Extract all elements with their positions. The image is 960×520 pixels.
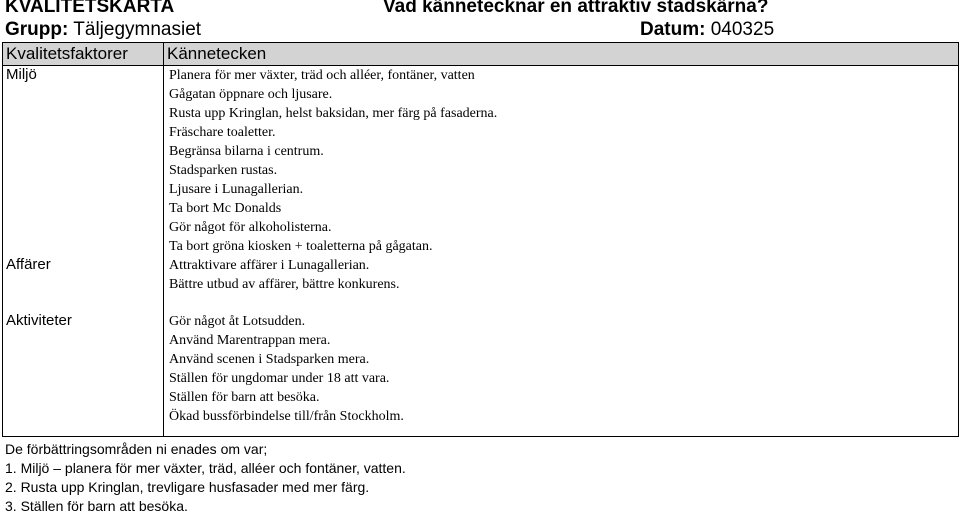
characteristics-cell [164,66,959,437]
list-item: Planera för mer växter, träd och alléer, fontäner, vatten [169,68,475,83]
list-item: Stadsparken rustas. [169,163,278,178]
list-item: Gör något åt Lotsudden. [169,314,306,329]
summary-point: 3. Ställen för barn att besöka. [5,498,188,514]
list-item: Bättre utbud av affärer, bättre konkurens. [169,277,400,292]
section-items [169,312,958,436]
date-value: 040325 [710,19,775,40]
factor-label: Affärer [6,256,51,273]
table-row [3,66,959,437]
list-item: Attraktivare affärer i Lunagallerian. [169,258,370,273]
quality-table [2,42,959,437]
section-items [169,66,958,256]
document-question: Vad kännetecknar en attraktiv stadskärna? [383,0,769,17]
list-item: Ökad bussförbindelse till/från Stockholm. [169,409,404,424]
group-line [5,19,201,41]
list-item: Ställen för barn att besöka. [169,390,320,405]
column-header-characteristics: Kännetecken [164,43,959,66]
document-title: KVALITETSKARTA [5,0,175,17]
table-header-row [3,43,959,66]
group-value: Täljegymnasiet [73,19,202,40]
date-label: Datum: [640,19,706,40]
list-item: Begränsa bilarna i centrum. [169,144,324,159]
date-line [640,19,774,41]
factor-cell [3,66,164,437]
list-item: Gör något för alkoholisterna. [169,220,332,235]
list-item: Ställen för ungdomar under 18 att vara. [169,371,390,386]
list-item: Rusta upp Kringlan, helst baksidan, mer färg på fasaderna. [169,106,498,121]
group-label: Grupp: [5,19,69,40]
list-item: Ljusare i Lunagallerian. [169,182,304,197]
factor-label: Aktiviteter [6,312,72,329]
section-items [169,256,958,312]
summary-intro: De förbättringsområden ni enades om var; [5,441,268,457]
list-item: Fräschare toaletter. [169,125,276,140]
factor-label: Miljö [6,66,37,83]
summary [5,440,406,516]
list-item: Ta bort gröna kiosken + toaletterna på gågatan. [169,239,433,254]
list-item: Gågatan öppnare och ljusare. [169,87,333,102]
list-item: Använd Marentrappan mera. [169,333,331,348]
list-item: Ta bort Mc Donalds [169,201,282,216]
list-item: Använd scenen i Stadsparken mera. [169,352,370,367]
summary-point: 2. Rusta upp Kringlan, trevligare husfasader med mer färg. [5,479,370,495]
column-header-factors: Kvalitetsfaktorer [3,43,164,66]
summary-point: 1. Miljö – planera för mer växter, träd, alléer och fontäner, vatten. [5,460,406,476]
